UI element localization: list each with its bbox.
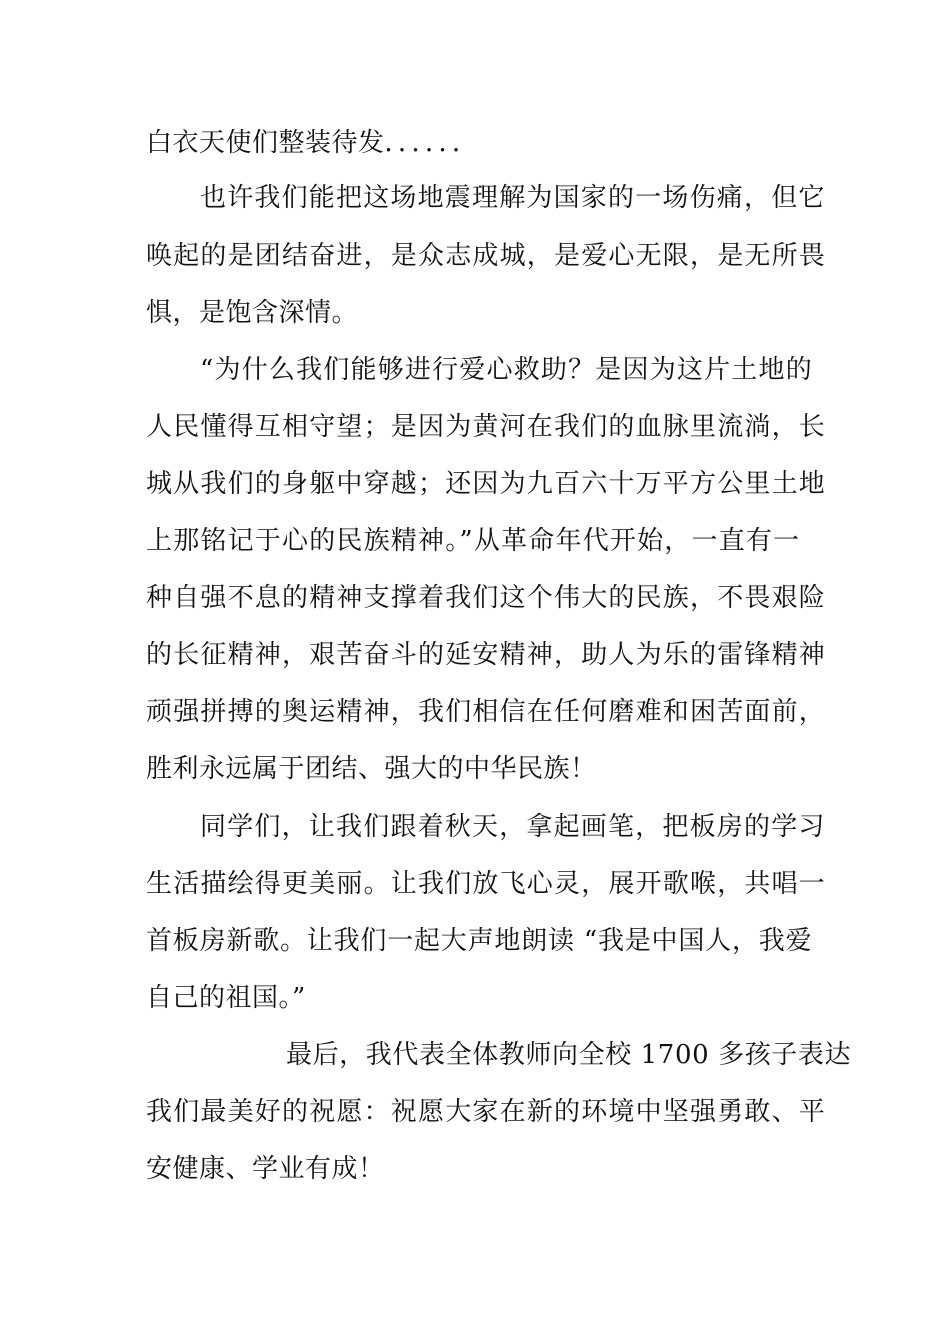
text-line-4: 惧，是饱含深情。 (146, 298, 359, 328)
text-line-19: 安健康、学业有成！ (146, 1154, 385, 1184)
text-line-1: 白衣天使们整装待发．．．．．． (146, 128, 479, 158)
text-line-10: 的长征精神，艰苦奋斗的延安精神，助人为乐的雷锋精神 (146, 640, 827, 670)
text-line-15: 首板房新歌。让我们一起大声地朗读 “我是中国人，我爱 (146, 926, 813, 956)
text-line-14: 生活描绘得更美丽。让我们放飞心灵，展开歌喉，共唱一 (146, 869, 827, 899)
text-line-16: 自己的祖国。” (146, 983, 306, 1013)
text-line-8: 上那铭记于心的民族精神。”从革命年代开始，一直有一 (146, 526, 801, 556)
text-line-9: 种自强不息的精神支撑着我们这个伟大的民族，不畏艰险 (146, 583, 827, 613)
text-line-6: 人民懂得互相守望；是因为黄河在我们的血脉里流淌，长 (146, 412, 827, 442)
text-line-7: 城从我们的身躯中穿越；还因为九百六十万平方公里土地 (146, 469, 827, 499)
text-line-3: 唤起的是团结奋进，是众志成城，是爱心无限，是无所畏 (146, 241, 827, 271)
text-line-18: 我们最美好的祝愿：祝愿大家在新的环境中坚强勇敢、平 (146, 1097, 827, 1127)
text-line-2: 也许我们能把这场地震理解为国家的一场伤痛，但它 (200, 183, 826, 213)
text-line-11: 顽强拼搏的奥运精神，我们相信在任何磨难和困苦面前， (146, 697, 827, 727)
text-line-12: 胜利永远属于团结、强大的中华民族！ (146, 754, 597, 784)
text-line-13: 同学们，让我们跟着秋天，拿起画笔，把板房的学习 (200, 812, 826, 842)
text-line-17: 最后，我代表全体教师向全校 1700 多孩子表达 (286, 1040, 852, 1070)
text-line-5: “为什么我们能够进行爱心救助？是因为这片土地的 (200, 355, 813, 385)
